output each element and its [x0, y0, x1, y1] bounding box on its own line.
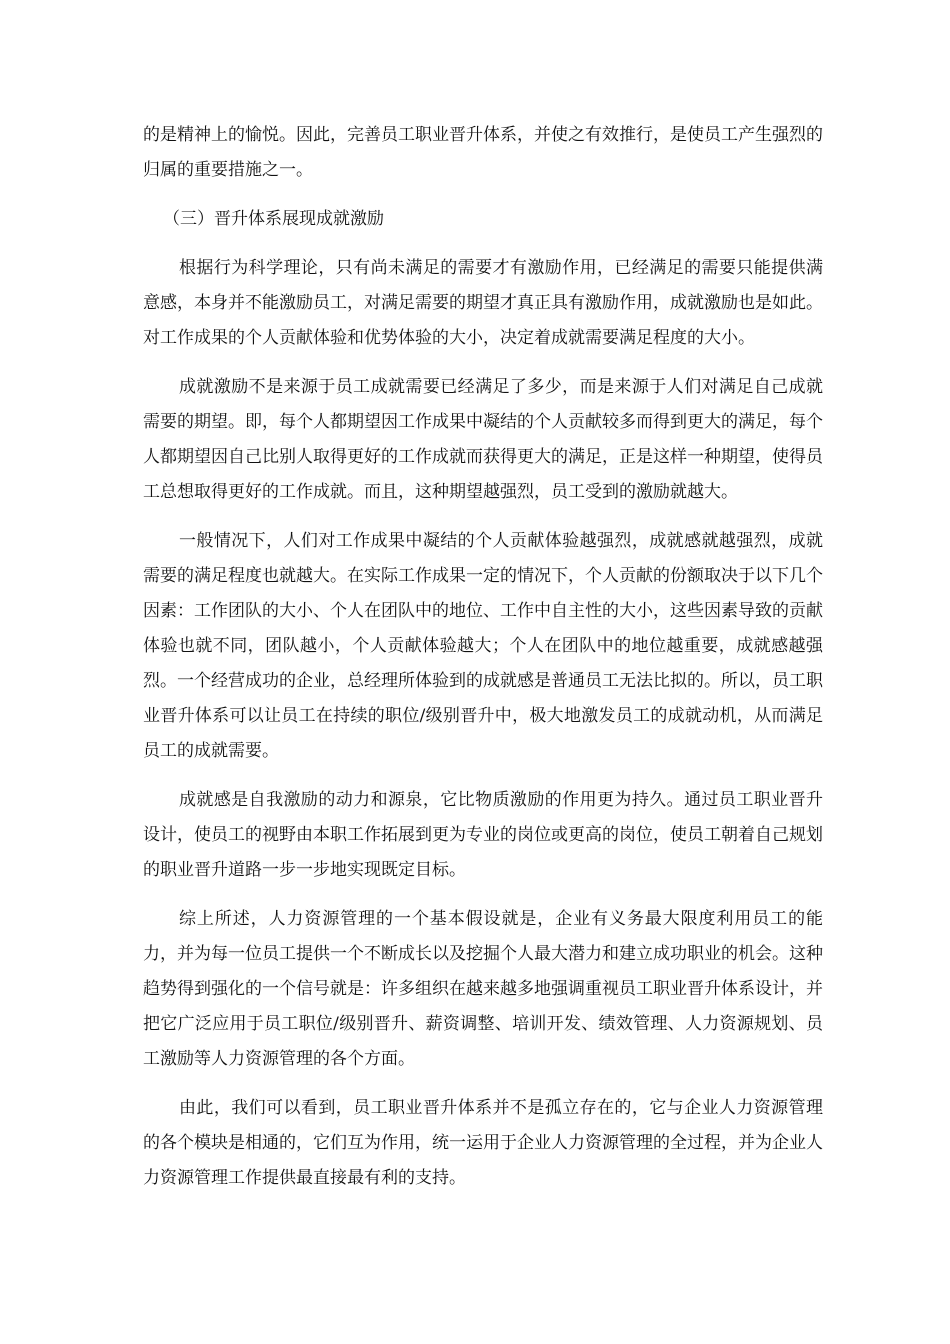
document-body [143, 118, 823, 1210]
paragraph: 综上所述，人力资源管理的一个基本假设就是，企业有义务最大限度利用员工的能力，并为每一位员工提供一个不断成长以及挖掘个人最大潜力和建立成功职业的机会。这种趋势得到强化的一个信号就是：许多组织在越来越多地强调重视员工职业晋升体系设计，并把它广泛应用于员工职位/级别晋升、薪资调整、培训开发、绩效管理、人力资源规划、员工激励等人力资源管理的各个方面。 [143, 909, 823, 1069]
paragraph: 根据行为科学理论，只有尚未满足的需要才有激励作用，已经满足的需要只能提供满意感，本身并不能激励员工，对满足需要的期望才真正具有激励作用，成就激励也是如此。对工作成果的个人贡献体验和优势体验的大小，决定着成就需要满足程度的大小。 [143, 258, 823, 348]
section-heading: （三）晋升体系展现成就激励 [163, 209, 384, 229]
paragraph: 成就激励不是来源于员工成就需要已经满足了多少，而是来源于人们对满足自己成就需要的期望。即，每个人都期望因工作成果中凝结的个人贡献较多而得到更大的满足，每个人都期望因自己比别人取得更好的工作成就而获得更大的满足，正是这样一种期望，使得员工总想取得更好的工作成就。而且，这种期望越强烈，员工受到的激励就越大。 [143, 377, 823, 502]
paragraph: 一般情况下，人们对工作成果中凝结的个人贡献体验越强烈，成就感就越强烈，成就需要的满足程度也就越大。在实际工作成果一定的情况下，个人贡献的份额取决于以下几个因素：工作团队的大小、个人在团队中的地位、工作中自主性的大小，这些因素导致的贡献体验也就不同，团队越小，个人贡献体验越大；个人在团队中的地位越重要，成就感越强烈。一个经营成功的企业，总经理所体验到的成就感是普通员工无法比拟的。所以，员工职业晋升体系可以让员工在持续的职位/级别晋升中，极大地激发员工的成就动机，从而满足员工的成就需要。 [143, 531, 823, 761]
paragraph: 由此，我们可以看到，员工职业晋升体系并不是孤立存在的，它与企业人力资源管理的各个模块是相通的，它们互为作用，统一运用于企业人力资源管理的全过程，并为企业人力资源管理工作提供最直接最有利的支持。 [143, 1098, 823, 1188]
paragraph: 成就感是自我激励的动力和源泉，它比物质激励的作用更为持久。通过员工职业晋升设计，使员工的视野由本职工作拓展到更为专业的岗位或更高的岗位，使员工朝着自己规划的职业晋升道路一步一步地实现既定目标。 [143, 790, 823, 880]
paragraph-continuation: 的是精神上的愉悦。因此，完善员工职业晋升体系，并使之有效推行，是使员工产生强烈的归属的重要措施之一。 [143, 125, 823, 180]
